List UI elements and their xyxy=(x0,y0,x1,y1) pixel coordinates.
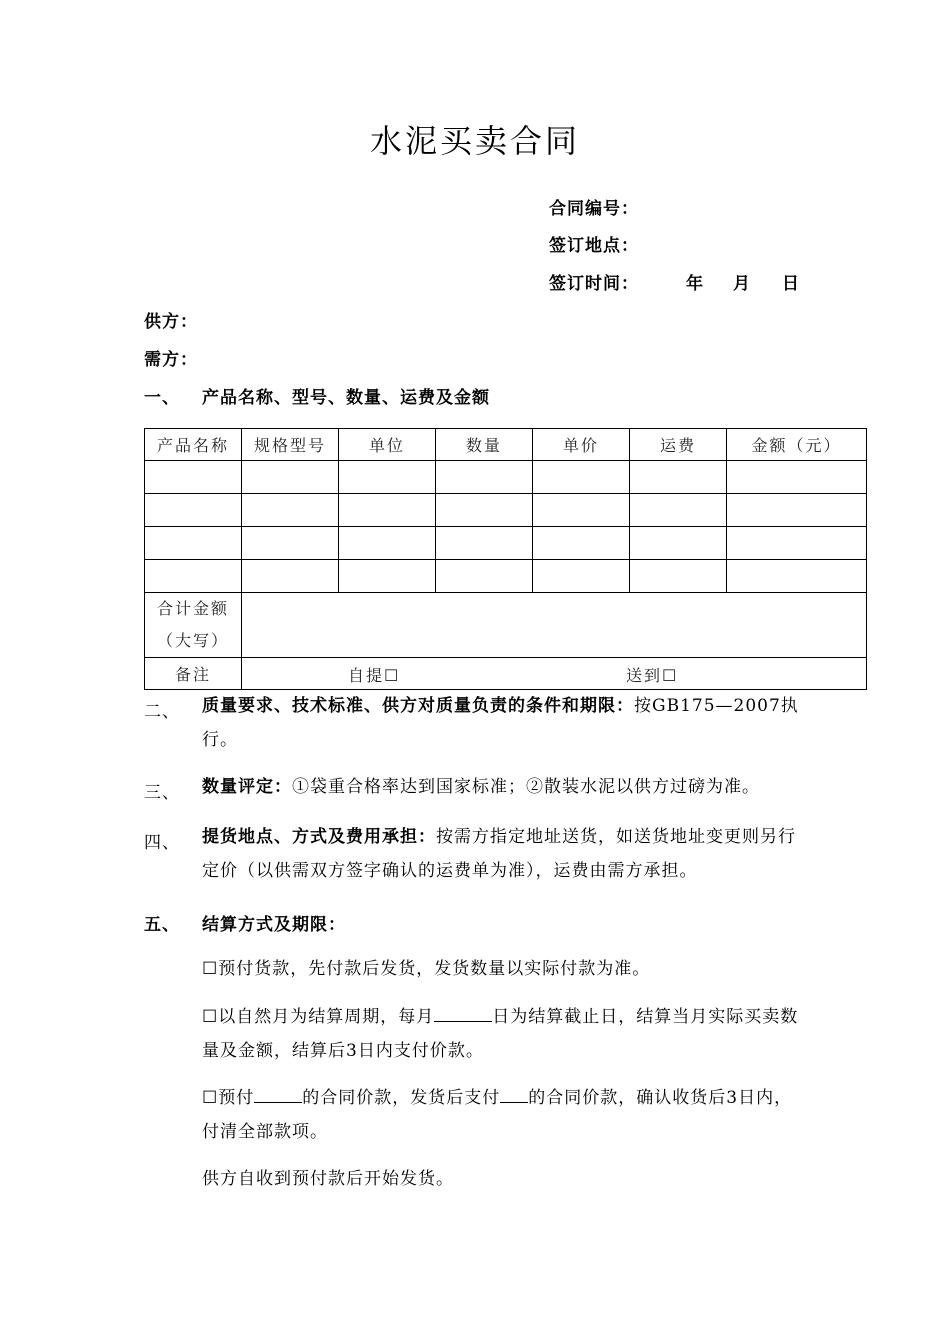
table-cell[interactable] xyxy=(242,461,339,494)
total-amount-label-line1: 合计金额 xyxy=(156,599,229,618)
table-row xyxy=(145,560,867,593)
partial-text-a: ☐预付 xyxy=(202,1088,255,1108)
goods-table xyxy=(144,428,867,690)
table-cell[interactable] xyxy=(242,494,339,527)
table-cell[interactable] xyxy=(145,494,242,527)
table-cell[interactable] xyxy=(436,527,533,560)
signing-place-label: 签订地点： xyxy=(549,236,639,256)
section5-heading: 结算方式及期限： xyxy=(202,915,346,935)
section3-paragraph xyxy=(202,770,802,804)
note-label: 备注 xyxy=(145,658,242,690)
delivery-option-checkbox[interactable]: 送到☐ xyxy=(626,666,679,685)
table-cell[interactable] xyxy=(630,527,727,560)
table-cell[interactable] xyxy=(533,461,630,494)
table-cell[interactable] xyxy=(533,494,630,527)
monthly-day-blank[interactable] xyxy=(434,1021,492,1022)
table-cell[interactable] xyxy=(339,461,436,494)
total-row xyxy=(145,593,867,658)
table-row xyxy=(145,527,867,560)
section1-number: 一、 xyxy=(144,388,180,408)
header-spec-model: 规格型号 xyxy=(242,429,339,461)
partial-text-b: 的合同价款，发货后支付 xyxy=(302,1088,501,1108)
table-cell[interactable] xyxy=(727,527,867,560)
note-row xyxy=(145,658,867,690)
table-cell[interactable] xyxy=(339,560,436,593)
section3-text: ①袋重合格率达到国家标准；②散装水泥以供方过磅为准。 xyxy=(292,777,760,797)
table-cell[interactable] xyxy=(727,461,867,494)
table-cell[interactable] xyxy=(145,461,242,494)
table-header-row xyxy=(145,429,867,461)
table-cell[interactable] xyxy=(436,560,533,593)
section4-heading: 提货地点、方式及费用承担： xyxy=(202,827,436,847)
year-label: 年 xyxy=(686,274,704,294)
table-cell[interactable] xyxy=(630,494,727,527)
total-amount-label xyxy=(145,593,242,658)
pickup-option-checkbox[interactable]: 自提☐ xyxy=(348,666,401,685)
prepay-ratio-blank[interactable] xyxy=(254,1102,302,1103)
table-cell[interactable] xyxy=(727,494,867,527)
table-cell[interactable] xyxy=(242,560,339,593)
header-freight: 运费 xyxy=(630,429,727,461)
section4-text: 按需方指定地址送货，如送货地址变更则另行定价（以供需双方签字确认的运费单为准），运费由需方承担。 xyxy=(202,827,796,881)
section2-heading: 质量要求、技术标准、供方对质量负责的条件和期限： xyxy=(202,696,634,716)
after-shipment-ratio-blank[interactable] xyxy=(500,1102,528,1103)
section2-paragraph xyxy=(202,689,802,757)
monthly-text-b: 日为结算截止日，结算当月实际买卖数量及金额，结算后3日内支付价款。 xyxy=(202,1007,799,1061)
section4-paragraph xyxy=(202,820,802,888)
signing-time-label: 签订时间： xyxy=(549,274,639,294)
header-quantity: 数量 xyxy=(436,429,533,461)
table-cell[interactable] xyxy=(630,560,727,593)
header-unit: 单位 xyxy=(339,429,436,461)
table-cell[interactable] xyxy=(533,527,630,560)
table-row xyxy=(145,461,867,494)
table-cell[interactable] xyxy=(436,494,533,527)
month-label: 月 xyxy=(733,274,751,294)
table-cell[interactable] xyxy=(242,527,339,560)
document-title: 水泥买卖合同 xyxy=(369,122,580,160)
table-cell[interactable] xyxy=(436,461,533,494)
partial-text-c: 的合同价款，确认收货后3日内，付清全部款项。 xyxy=(202,1088,793,1142)
day-label: 日 xyxy=(782,274,800,294)
header-product-name: 产品名称 xyxy=(145,429,242,461)
settlement-option-partial[interactable] xyxy=(202,1081,802,1149)
total-amount-label-line2: （大写） xyxy=(156,631,229,650)
header-amount: 金额（元） xyxy=(727,429,867,461)
note-options xyxy=(242,658,867,690)
settlement-option-prepay[interactable]: ☐预付货款，先付款后发货，发货数量以实际付款为准。 xyxy=(202,959,651,979)
section3-number: 三、 xyxy=(144,783,180,803)
total-amount-value[interactable] xyxy=(242,593,867,658)
section5-number: 五、 xyxy=(144,915,180,935)
header-unit-price: 单价 xyxy=(533,429,630,461)
buyer-label: 需方： xyxy=(144,350,198,370)
table-cell[interactable] xyxy=(727,560,867,593)
table-cell[interactable] xyxy=(533,560,630,593)
table-row xyxy=(145,494,867,527)
section3-heading: 数量评定： xyxy=(202,777,292,797)
section2-number: 二、 xyxy=(144,702,180,722)
section1-heading: 产品名称、型号、数量、运费及金额 xyxy=(202,388,490,408)
table-cell[interactable] xyxy=(145,527,242,560)
shipment-start-note: 供方自收到预付款后开始发货。 xyxy=(202,1169,454,1189)
table-cell[interactable] xyxy=(630,461,727,494)
settlement-option-monthly[interactable] xyxy=(202,1000,802,1068)
table-cell[interactable] xyxy=(339,527,436,560)
monthly-text-a: ☐以自然月为结算周期，每月 xyxy=(202,1007,435,1027)
contract-number-label: 合同编号： xyxy=(549,199,639,219)
table-cell[interactable] xyxy=(339,494,436,527)
table-cell[interactable] xyxy=(145,560,242,593)
supplier-label: 供方： xyxy=(144,312,198,332)
section4-number: 四、 xyxy=(144,833,180,853)
section2-text: 按GB175—2007执行。 xyxy=(202,696,799,750)
